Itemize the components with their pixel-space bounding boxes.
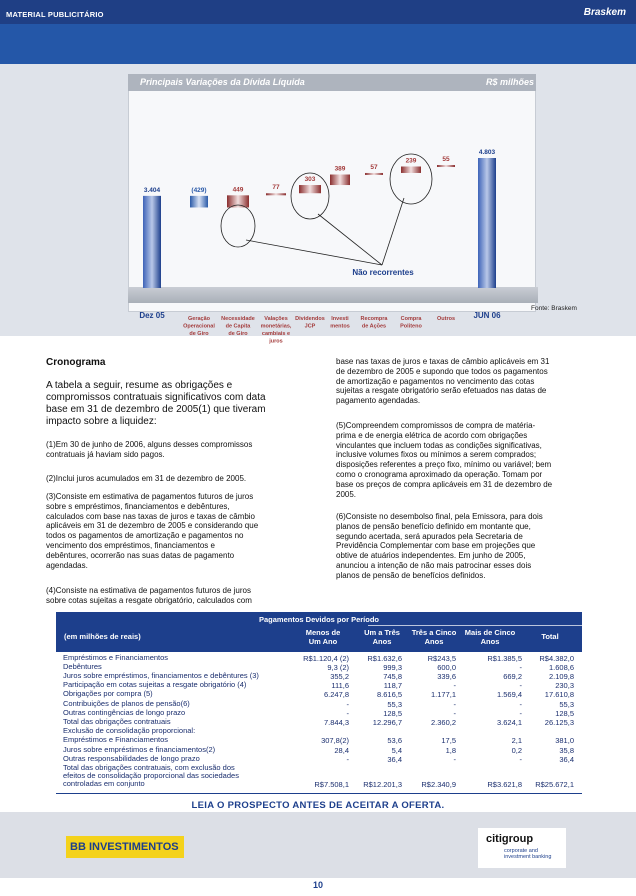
row-label: Contribuições de planos de pensão(6) — [63, 699, 190, 708]
row-label: Outras responsabilidades de longo prazo — [63, 754, 200, 763]
column-header: Mais de Cinco Anos — [464, 628, 516, 646]
category-label: Dez 05 — [139, 311, 165, 320]
row-label: Juros sobre empréstimos e financiamentos(2) — [63, 745, 216, 754]
row-value: 28,4 — [334, 746, 349, 755]
row-label: Participação em cotas sujeitas a resgate obrigatório (4) — [63, 680, 247, 689]
row-value: 5,4 — [391, 746, 402, 755]
citi-subtitle: corporate and investment banking — [504, 848, 552, 860]
row-value: - — [453, 755, 456, 764]
category-label: Investi — [331, 316, 349, 322]
chart-unit: R$ milhões — [486, 77, 535, 87]
table-body — [56, 652, 582, 794]
table-row — [56, 736, 582, 745]
row-value: R$1.385,5 — [487, 654, 522, 663]
row-value: R$1.632,6 — [367, 654, 402, 663]
category-label: Recompra — [360, 316, 388, 322]
bb-investimentos-logo — [66, 836, 184, 858]
category-label: Compra — [400, 316, 422, 322]
row-value: 3.624,1 — [496, 718, 522, 727]
disclaimer-banner: LEIA O PROSPECTO ANTES DE ACEITAR A OFERTA. — [191, 800, 445, 811]
chart-bar — [227, 195, 249, 207]
row-value: 118,7 — [383, 681, 402, 690]
row-value: R$1.120,4 (2) — [303, 654, 349, 663]
category-label: de Giro — [228, 331, 248, 337]
table-row — [56, 654, 582, 663]
column-header: Um a Três Anos — [364, 628, 400, 646]
chart-title: Principais Variações da Dívida Líquida — [140, 77, 305, 87]
row-value: - — [519, 755, 522, 764]
row-value: 17.610,8 — [544, 690, 574, 699]
chart-bar — [437, 165, 455, 167]
category-label: Politeno — [400, 323, 422, 330]
bar-value-label: 389 — [334, 165, 346, 173]
citi-logo-text: citigroup — [486, 833, 534, 845]
row-value: 230,3 — [555, 681, 574, 690]
row-label: Exclusão de consolidação proporcional: — [63, 726, 196, 735]
row-value: R$12.201,3 — [363, 780, 402, 789]
row-value: 355,2 — [330, 672, 349, 681]
material-label: MATERIAL PUBLICITÁRIO — [6, 10, 104, 19]
row-label: Empréstimos e Financiamentos — [63, 653, 169, 662]
page-number: 10 — [312, 880, 323, 890]
row-label: Outras contingências de longo prazo — [63, 708, 186, 717]
column-header: Três a Cinco Anos — [411, 628, 457, 646]
row-label: Debêntures — [63, 662, 102, 671]
row-value: 9,3 (2) — [327, 663, 349, 672]
row-value: - — [519, 709, 522, 718]
chart-bar — [478, 158, 496, 288]
chart-bar — [401, 166, 421, 172]
row-value: 307,8(2) — [321, 736, 349, 745]
left-paragraph: (4)Consiste na estimativa de pagamentos futuros de juros sobre cotas sujeitas a resgate obrigatório, calculados com — [46, 586, 252, 605]
annotation-line — [246, 240, 382, 265]
right-paragraph: (5)Compreendem compromissos de compra de matéria- prima e de energia elétrica de acordo com obrigações vinculantes que incluem todas as condições significativas, inclusive volumes fixos ou mínimos a serem comprados; disposições referentes a preço fixo, mínimo ou variável; bem como o cronograma aproximado da operação. Tomam por base os preços de compra aplicáveis em 31 de dezembro de 2005. — [336, 421, 553, 499]
category-label: Necessidade — [221, 316, 255, 322]
bar-value-label: 4.803 — [478, 149, 496, 156]
row-value: R$4.382,0 — [539, 654, 574, 663]
annotation-line — [318, 214, 382, 265]
row-value: 12.296,7 — [372, 718, 402, 727]
row-label: Obrigações por compra (5) — [63, 689, 153, 698]
braskem-logo: Braskem — [583, 7, 626, 18]
table-title: Pagamentos Devidos por Período — [258, 615, 380, 624]
chart-source: Fonte: Braskem — [531, 305, 577, 312]
row-value: R$7.508,1 — [314, 780, 349, 789]
row-value: 2.109,8 — [548, 672, 574, 681]
table-header — [56, 612, 582, 652]
right-paragraph: (6)Consiste no desembolso final, pela Emissora, para dois planos de pensão benefício definido em montante que, segundo acertada, será apurados pela Secretaria de Previdência Complementar com base em projeções que obtive de atuários independentes. Em junho de 2005, anunciou a intenção de não mais patrocinar esses dois planos de pensão de benefícios definidos. — [336, 512, 543, 580]
row-value: R$25.672,1 — [535, 780, 574, 789]
right-paragraph: base nas taxas de juros e taxas de câmbio aplicáveis em 31 de dezembro de 2005 e supondo que todos os pagamentos de amortização e pagamentos no vencimento das cotas sujeitas a resgate obrigatório serão efetuados nas datas de pagamento agendadas. — [336, 357, 550, 406]
row-value: 999,3 — [383, 663, 402, 672]
chart-bar — [299, 185, 321, 193]
row-value: - — [519, 681, 522, 690]
annotation-label: Não recorrentes — [352, 268, 414, 277]
chart-bar — [143, 196, 161, 288]
row-label: Total das obrigações contratuais — [63, 717, 171, 726]
row-value: 36,4 — [387, 755, 402, 764]
row-value: - — [346, 709, 349, 718]
left-paragraph: (3)Consiste em estimativa de pagamentos futuros de juros sobre s empréstimos, financiamentos e debêntures, calculados com base nas taxas de juros e taxas de câmbio aplicáveis em 31 de dezembro de 2005 e considerando que todos os pagamentos de amortização e pagamentos no vencimento dos empréstimos, financiamentos e debêntures, ocorrerão nas suas datas de pagamento agendadas. — [46, 492, 259, 570]
chart-bar — [365, 173, 383, 175]
bar-value-label: 77 — [272, 184, 280, 192]
row-value: R$243,5 — [427, 654, 456, 663]
category-label: Operacional — [183, 323, 215, 330]
chart-bar — [330, 175, 350, 186]
row-value: 8.616,5 — [376, 690, 402, 699]
row-value: 36,4 — [559, 755, 574, 764]
row-value: - — [453, 700, 456, 709]
category-label: de Capita — [225, 323, 251, 330]
row-label: Total das obrigações contratuais, com exclusão dos efeitos de consolidação proporcional das sociedades controladas em conjunto — [63, 763, 239, 788]
section-heading: Cronograma — [46, 357, 106, 368]
bar-value-label: 239 — [405, 157, 417, 165]
row-value: - — [519, 700, 522, 709]
row-value: 600,0 — [437, 663, 456, 672]
category-label: Dividendos — [295, 316, 325, 322]
bar-value-label: (429) — [191, 186, 207, 194]
row-label: Juros sobre empréstimos, financiamentos e debêntures (3) — [63, 671, 259, 680]
row-value: - — [453, 681, 456, 690]
row-value: 0,2 — [511, 746, 522, 755]
category-label: de Giro — [189, 331, 209, 337]
chart-bar — [266, 193, 286, 195]
row-value: 128,5 — [383, 709, 402, 718]
bb-logo-text: BB INVESTIMENTOS — [70, 841, 179, 853]
row-value: 55,3 — [387, 700, 402, 709]
column-header: Total — [541, 632, 559, 641]
chart-bar — [190, 196, 208, 208]
intro-paragraph: A tabela a seguir, resume as obrigações e compromissos contratuais significativos com data base em 31 de dezembro de 2005(1) que tiveram impacto sobre a liquidez: — [46, 380, 266, 427]
row-value: 7.844,3 — [323, 718, 349, 727]
row-value: - — [519, 663, 522, 672]
row-value: 128,5 — [555, 709, 574, 718]
category-label: cambiais e — [261, 331, 291, 337]
row-value: 55,3 — [559, 700, 574, 709]
row-value: 17,5 — [441, 736, 456, 745]
left-paragraph: (1)Em 30 de junho de 2006, alguns desses compromissos contratuais já haviam sido pagos. — [46, 440, 253, 459]
table-row — [56, 763, 582, 789]
category-label: monetárias, — [260, 323, 292, 330]
citigroup-logo — [478, 828, 566, 868]
category-label: Outros — [436, 316, 456, 322]
row-value: 53,6 — [387, 736, 402, 745]
row-value: 1.569,4 — [496, 690, 522, 699]
row-value: R$2.340,9 — [421, 780, 456, 789]
bar-value-label: 303 — [304, 176, 316, 184]
row-value: R$3.621,8 — [487, 780, 522, 789]
unit-header: (em milhões de reais) — [64, 632, 141, 641]
row-value: 2.360,2 — [430, 718, 456, 727]
bar-value-label: 57 — [370, 163, 378, 171]
category-label: de Ações — [361, 323, 387, 330]
header-divider — [368, 625, 582, 626]
row-value: 35,8 — [559, 746, 574, 755]
table-row — [56, 690, 582, 699]
bar-value-label: 449 — [232, 186, 244, 194]
row-value: 1.177,1 — [430, 690, 456, 699]
row-value: 745,8 — [383, 672, 402, 681]
category-label: juros — [269, 338, 283, 345]
left-paragraph: (2)Inclui juros acumulados em 31 de dezembro de 2005. — [46, 474, 247, 483]
bar-value-label: 3.404 — [143, 186, 161, 194]
row-label: Empréstimos e Financiamentos — [63, 735, 169, 744]
waterfall-chart — [0, 0, 636, 360]
row-value: 669,2 — [503, 672, 522, 681]
row-value: 339,6 — [437, 672, 456, 681]
column-header: Menos de Um Ano — [305, 628, 341, 646]
row-value: 26.125,3 — [544, 718, 574, 727]
row-value: - — [453, 709, 456, 718]
annotation-line — [382, 198, 404, 265]
row-value: - — [346, 755, 349, 764]
row-value: 1.608,6 — [548, 663, 574, 672]
row-value: 6.247,8 — [323, 690, 349, 699]
category-label: mentos — [330, 323, 350, 330]
bar-value-label: 55 — [442, 156, 450, 164]
row-value: 1,8 — [445, 746, 456, 755]
category-label: Geração — [187, 316, 211, 322]
category-label: Valações — [264, 316, 288, 322]
category-label: JCP — [304, 323, 316, 330]
row-value: 2,1 — [511, 736, 522, 745]
row-value: 111,6 — [331, 681, 349, 690]
row-value: 381,0 — [555, 736, 574, 745]
row-value: - — [346, 700, 349, 709]
category-label: JUN 06 — [473, 311, 501, 320]
